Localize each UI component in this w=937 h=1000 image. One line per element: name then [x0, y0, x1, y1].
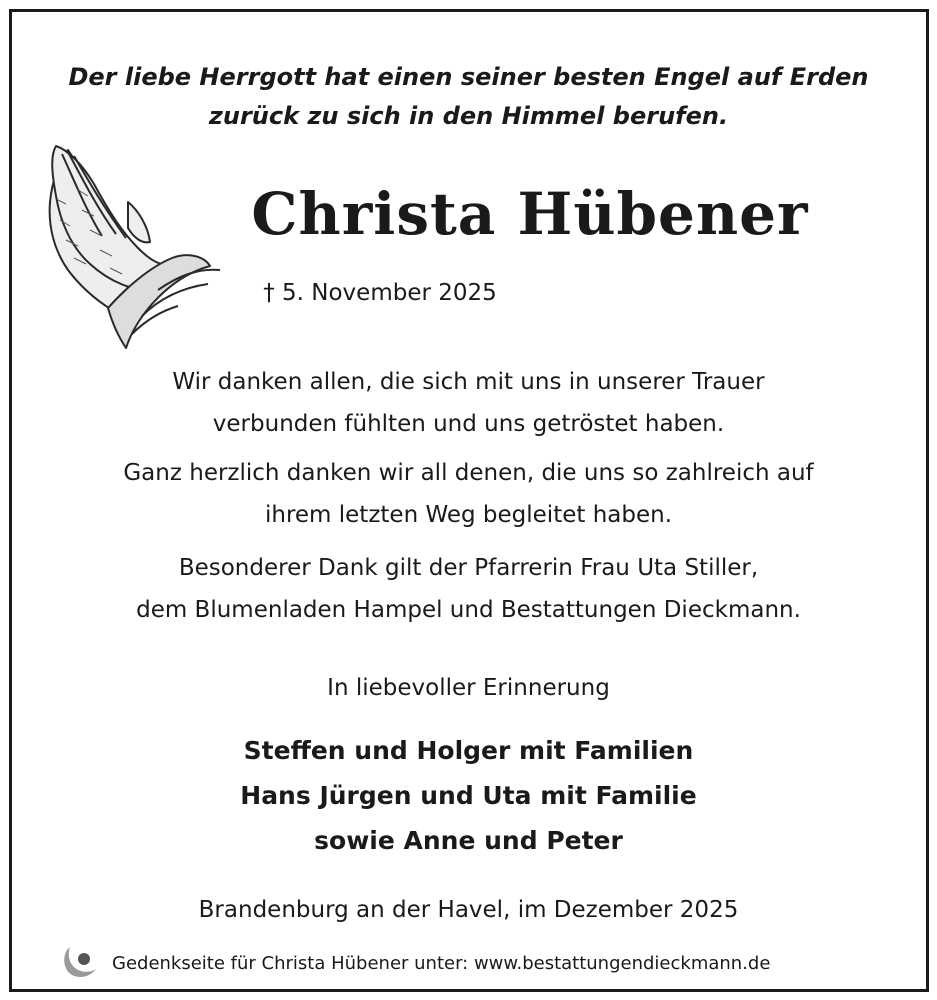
- thanks-3-line-1: Besonderer Dank gilt der Pfarrerin Frau Uta Stiller,: [178, 555, 759, 581]
- memory-line: In liebevoller Erinnerung: [327, 675, 610, 701]
- thanks-1-line-1: Wir danken allen, die sich mit uns in unserer Trauer: [172, 369, 765, 395]
- thanks-1-line-2: verbunden fühlten und uns getröstet haben.: [212, 411, 725, 437]
- motto: [0, 58, 937, 136]
- thanks-2-line-2: ihrem letzten Weg begleitet haben.: [264, 502, 672, 528]
- funeral-home-logo-icon: [60, 943, 100, 983]
- thanks-paragraph-3: [0, 547, 937, 631]
- thanks-paragraph-1: [0, 361, 937, 445]
- praying-hands-icon: [38, 140, 228, 359]
- footer: [60, 945, 770, 981]
- family-names: [0, 728, 937, 863]
- thanks-paragraph-2: [0, 452, 937, 536]
- motto-line-2: zurück zu sich in den Himmel berufen.: [208, 102, 729, 130]
- family-line-3: sowie Anne und Peter: [314, 826, 623, 855]
- thanks-3-line-2: dem Blumenladen Hampel und Bestattungen Dieckmann.: [136, 597, 801, 623]
- memorial-page-link[interactable]: Gedenkseite für Christa Hübener unter: www.bestattungendieckmann.de: [112, 952, 771, 974]
- thanks-2-line-1: Ganz herzlich danken wir all denen, die uns so zahlreich auf: [123, 460, 814, 486]
- motto-line-1: Der liebe Herrgott hat einen seiner besten Engel auf Erden: [68, 63, 869, 91]
- deceased-name: Christa Hübener: [251, 180, 809, 248]
- family-line-1: Steffen und Holger mit Familien: [243, 736, 694, 765]
- death-date: † 5. November 2025: [263, 280, 497, 306]
- place-date: Brandenburg an der Havel, im Dezember 2025: [198, 897, 739, 923]
- family-line-2: Hans Jürgen und Uta mit Familie: [240, 781, 697, 810]
